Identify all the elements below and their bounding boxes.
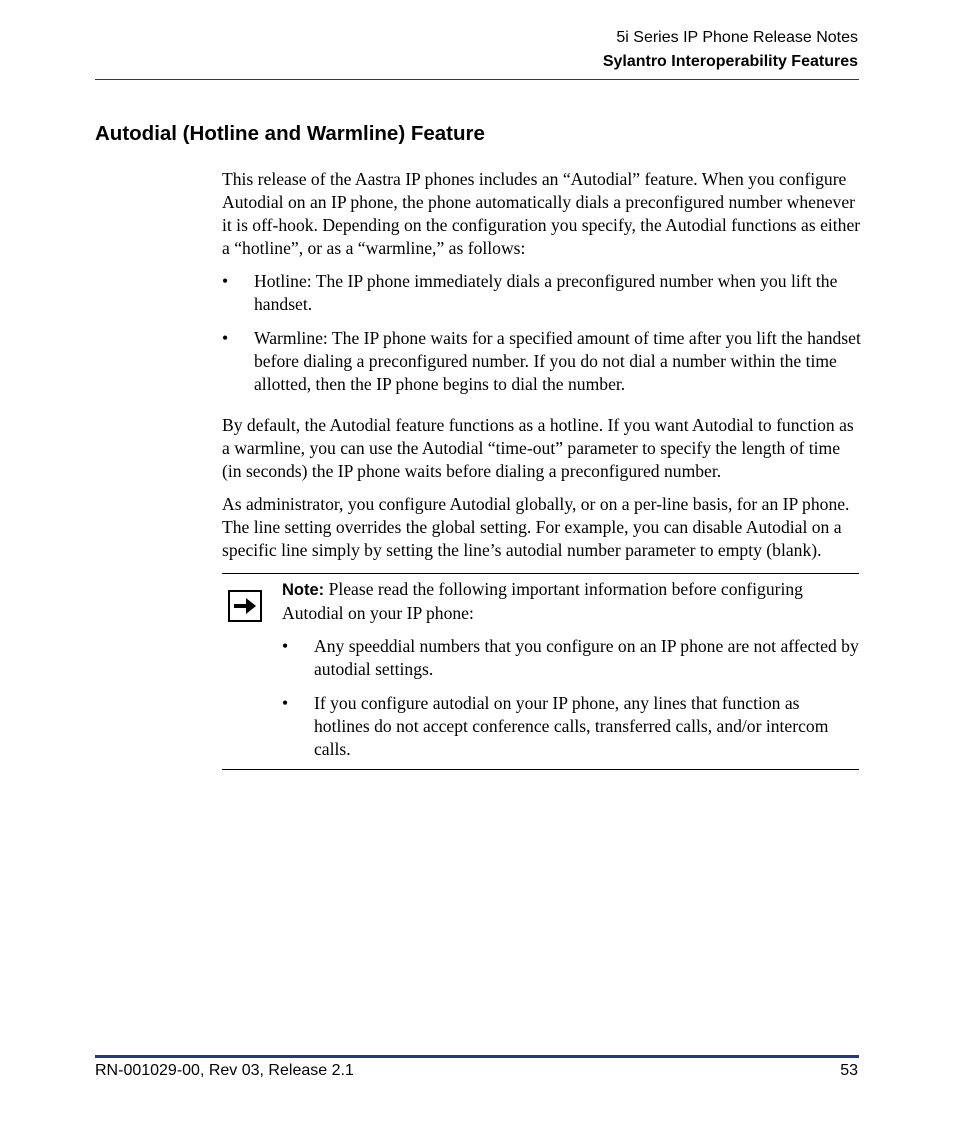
intro-paragraph: This release of the Aastra IP phones includes an “Autodial” feature. When you configure Autodial on an IP phone, the phone automatically dials a preconfigured number whenever it is off-hook. Depending on the configuration you specify, the Autodial functions as either a “hotline”, or as a “warmline,” as follows: (222, 169, 861, 258)
note-label: Note: (282, 581, 325, 599)
page-number: 53 (840, 1062, 858, 1079)
list-item-text: Hotline: The IP phone immediately dials a preconfigured number when you lift the handset. (254, 271, 838, 314)
section-title: Autodial (Hotline and Warmline) Feature (95, 122, 485, 145)
running-header (603, 26, 858, 74)
note-box (222, 573, 859, 770)
section-body (222, 168, 862, 770)
mode-list (222, 270, 862, 396)
list-item-text: Any speeddial numbers that you configure on an IP phone are not affected by autodial settings. (314, 636, 859, 679)
header-chapter-title: Sylantro Interoperability Features (602, 53, 858, 70)
note-intro (282, 578, 859, 625)
footer-rule (95, 1055, 859, 1058)
bullet-marker: • (282, 693, 289, 713)
note-list (282, 635, 859, 761)
bullet-marker: • (222, 328, 229, 348)
list-item (282, 692, 859, 761)
default-paragraph: By default, the Autodial feature functions as a hotline. If you want Autodial to function as a warmline, you can use the Autodial “time-out” parameter to specify the length of time (in seconds) the IP phone waits before dialing a preconfigured number. (222, 415, 854, 481)
administrator-paragraph: As administrator, you configure Autodial globally, or on a per-line basis, for an IP phone. The line setting overrides the global setting. For example, you can disable Autodial on a specific line simply by setting the line’s autodial number parameter to empty (blank). (222, 494, 850, 560)
list-item-text: Warmline: The IP phone waits for a specified amount of time after you lift the handset before dialing a preconfigured number. If you do not dial a number within the time allotted, then the IP phone begins to dial the number. (254, 328, 861, 394)
list-item (222, 327, 862, 396)
footer-doc-id: RN-001029-00, Rev 03, Release 2.1 (95, 1062, 354, 1079)
header-rule (95, 79, 859, 80)
list-item (222, 270, 862, 316)
list-item (282, 635, 859, 681)
note-content (282, 578, 859, 761)
arrow-right-icon (228, 590, 262, 622)
note-text: Please read the following important information before configuring Autodial on your IP phone: (282, 579, 803, 623)
arrow-right-icon-graphic (233, 597, 257, 615)
header-doc-title: 5i Series IP Phone Release Notes (616, 29, 858, 46)
bullet-marker: • (282, 636, 289, 656)
list-item-text: If you configure autodial on your IP phone, any lines that function as hotlines do not accept conference calls, transferred calls, and/or intercom calls. (314, 693, 829, 759)
bullet-marker: • (222, 271, 229, 291)
